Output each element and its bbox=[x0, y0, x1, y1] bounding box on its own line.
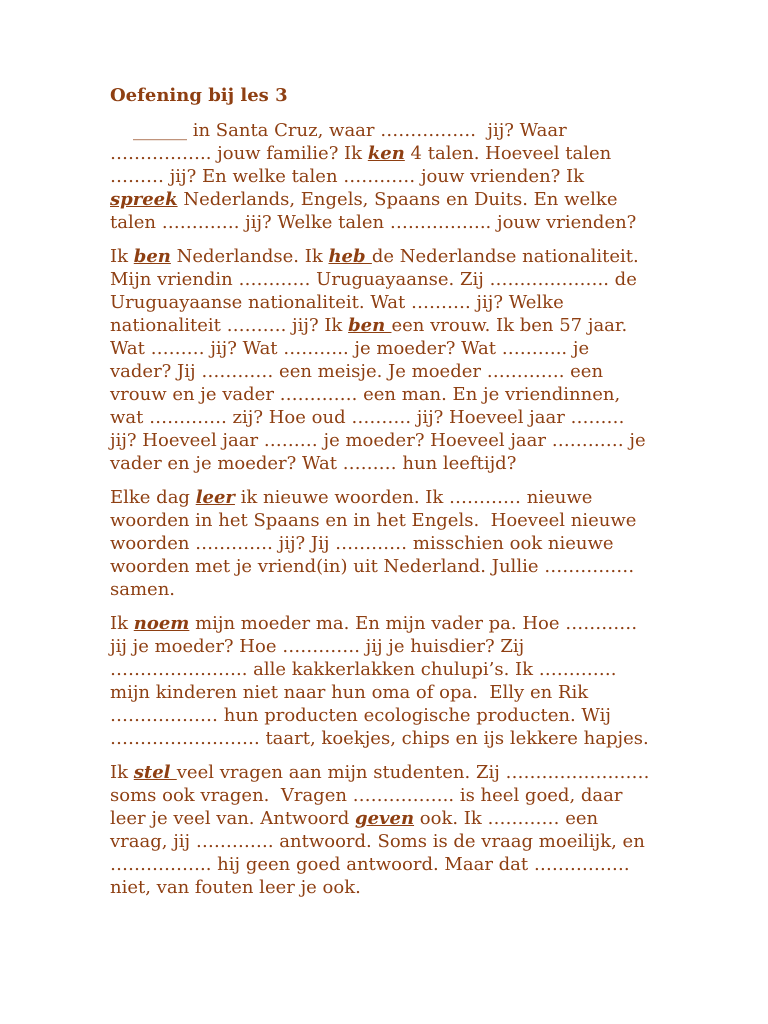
text-line bbox=[110, 704, 760, 727]
text-line bbox=[110, 784, 760, 807]
text-line bbox=[110, 635, 760, 658]
example-verb: ben bbox=[348, 315, 392, 336]
example-verb: heb bbox=[328, 246, 372, 267]
line-text: Elke dag bbox=[110, 487, 196, 508]
text-line bbox=[110, 578, 760, 601]
text-line bbox=[110, 291, 760, 314]
text-line bbox=[110, 853, 760, 876]
text-line bbox=[110, 830, 760, 853]
line-text: …………….. hij geen goed antwoord. Maar dat ……………. bbox=[110, 854, 630, 875]
text-line bbox=[110, 761, 760, 784]
line-text: woorden met je vriend(in) uit Nederland. Jullie …………… bbox=[110, 556, 635, 577]
text-line bbox=[110, 532, 760, 555]
text-line bbox=[110, 211, 760, 234]
text-line bbox=[110, 429, 760, 452]
line-text: Nederlands, Engels, Spaans en Duits. En welke bbox=[177, 189, 618, 210]
line-text: veel vragen aan mijn studenten. Zij …………………… bbox=[176, 762, 650, 783]
text-line bbox=[110, 509, 760, 532]
page-title: Oefening bij les 3 bbox=[110, 85, 288, 106]
exercise-paragraph bbox=[110, 612, 760, 750]
line-text: niet, van fouten leer je ook. bbox=[110, 877, 361, 898]
line-text: samen. bbox=[110, 579, 176, 600]
text-line bbox=[110, 383, 760, 406]
text-line bbox=[110, 268, 760, 291]
line-text: Ik bbox=[110, 613, 134, 634]
text-line bbox=[110, 360, 760, 383]
line-text: jij? Hoeveel jaar ……… je moeder? Hoeveel jaar ………… je bbox=[110, 430, 646, 451]
exercise-paragraph bbox=[110, 761, 760, 899]
line-text: Wat ……… jij? Wat ……….. je moeder? Wat ……….. je bbox=[110, 338, 590, 359]
line-text: Uruguayaanse nationaliteit. Wat ………. jij? Welke bbox=[110, 292, 564, 313]
text-line bbox=[110, 612, 760, 635]
line-text: mijn moeder ma. En mijn vader pa. Hoe ………… bbox=[189, 613, 638, 634]
exercise-paragraph bbox=[110, 119, 760, 234]
exercise-paragraph bbox=[110, 245, 760, 475]
line-text: ………………….. alle kakkerlakken chulupi’s. Ik …………. bbox=[110, 659, 617, 680]
text-line bbox=[110, 876, 760, 899]
text-line bbox=[110, 727, 760, 750]
line-text: een vrouw. Ik ben 57 jaar. bbox=[391, 315, 628, 336]
line-text: ik nieuwe woorden. Ik ………… nieuwe bbox=[234, 487, 593, 508]
example-verb: noem bbox=[133, 613, 190, 634]
example-verb: stel bbox=[133, 762, 177, 783]
exercise-paragraph bbox=[110, 486, 760, 601]
text-line bbox=[110, 807, 760, 830]
line-text: ……… jij? En welke talen ………… jouw vrienden? Ik bbox=[110, 166, 585, 187]
line-text: ook. Ik ………… een bbox=[414, 808, 599, 829]
line-text: leer je veel van. Antwoord bbox=[110, 808, 355, 829]
text-line bbox=[110, 452, 760, 475]
line-text: soms ook vragen. Vragen …………….. is heel goed, daar bbox=[110, 785, 623, 806]
example-verb: ken bbox=[367, 143, 405, 164]
text-line bbox=[110, 406, 760, 429]
text-line bbox=[110, 486, 760, 509]
line-text: mijn kinderen niet naar hun oma of opa. Elly en Rik bbox=[110, 682, 589, 703]
line-text: ______ in Santa Cruz, waar ……………. jij? Waar bbox=[133, 120, 567, 141]
example-verb: spreek bbox=[110, 189, 178, 210]
line-text: Mijn vriendin ………… Uruguayaanse. Zij ……………….. de bbox=[110, 269, 637, 290]
exercise-text bbox=[110, 119, 760, 899]
line-text: vraag, jij …………. antwoord. Soms is de vraag moeilijk, en bbox=[110, 831, 645, 852]
text-line bbox=[110, 555, 760, 578]
line-text: Nederlandse. Ik bbox=[170, 246, 329, 267]
text-line bbox=[110, 245, 760, 268]
line-text: vader? Jij ………… een meisje. Je moeder …………. een bbox=[110, 361, 604, 382]
text-line bbox=[110, 337, 760, 360]
line-text: Ik bbox=[110, 246, 134, 267]
text-line bbox=[110, 658, 760, 681]
line-text: woorden …………. jij? Jij ………… misschien ook nieuwe bbox=[110, 533, 614, 554]
text-line bbox=[110, 165, 760, 188]
line-text: wat …………. zij? Hoe oud ………. jij? Hoeveel jaar ……… bbox=[110, 407, 625, 428]
line-text: 4 talen. Hoeveel talen bbox=[404, 143, 612, 164]
text-line bbox=[110, 188, 760, 211]
example-verb: leer bbox=[195, 487, 235, 508]
line-text: vader en je moeder? Wat ……… hun leeftijd? bbox=[110, 453, 517, 474]
line-text: jij je moeder? Hoe …………. jij je huisdier? Zij bbox=[110, 636, 525, 657]
line-text: …………….. jouw familie? Ik bbox=[110, 143, 368, 164]
line-text: ……………………. taart, koekjes, chips en ijs lekkere hapjes. bbox=[110, 728, 649, 749]
line-text: vrouw en je vader …………. een man. En je vriendinnen, bbox=[110, 384, 621, 405]
text-line bbox=[110, 142, 760, 165]
example-verb: ben bbox=[133, 246, 171, 267]
document-body bbox=[110, 84, 760, 910]
line-text: de Nederlandse nationaliteit. bbox=[371, 246, 639, 267]
line-text: talen …………. jij? Welke talen …………….. jouw vrienden? bbox=[110, 212, 637, 233]
line-text: ……………… hun producten ecologische producten. Wij bbox=[110, 705, 611, 726]
text-line bbox=[110, 314, 760, 337]
line-text: Ik bbox=[110, 762, 134, 783]
line-text: woorden in het Spaans en in het Engels. Hoeveel nieuwe bbox=[110, 510, 637, 531]
example-verb: geven bbox=[355, 808, 415, 829]
text-line bbox=[110, 119, 760, 142]
line-text: nationaliteit ………. jij? Ik bbox=[110, 315, 349, 336]
text-line bbox=[110, 681, 760, 704]
